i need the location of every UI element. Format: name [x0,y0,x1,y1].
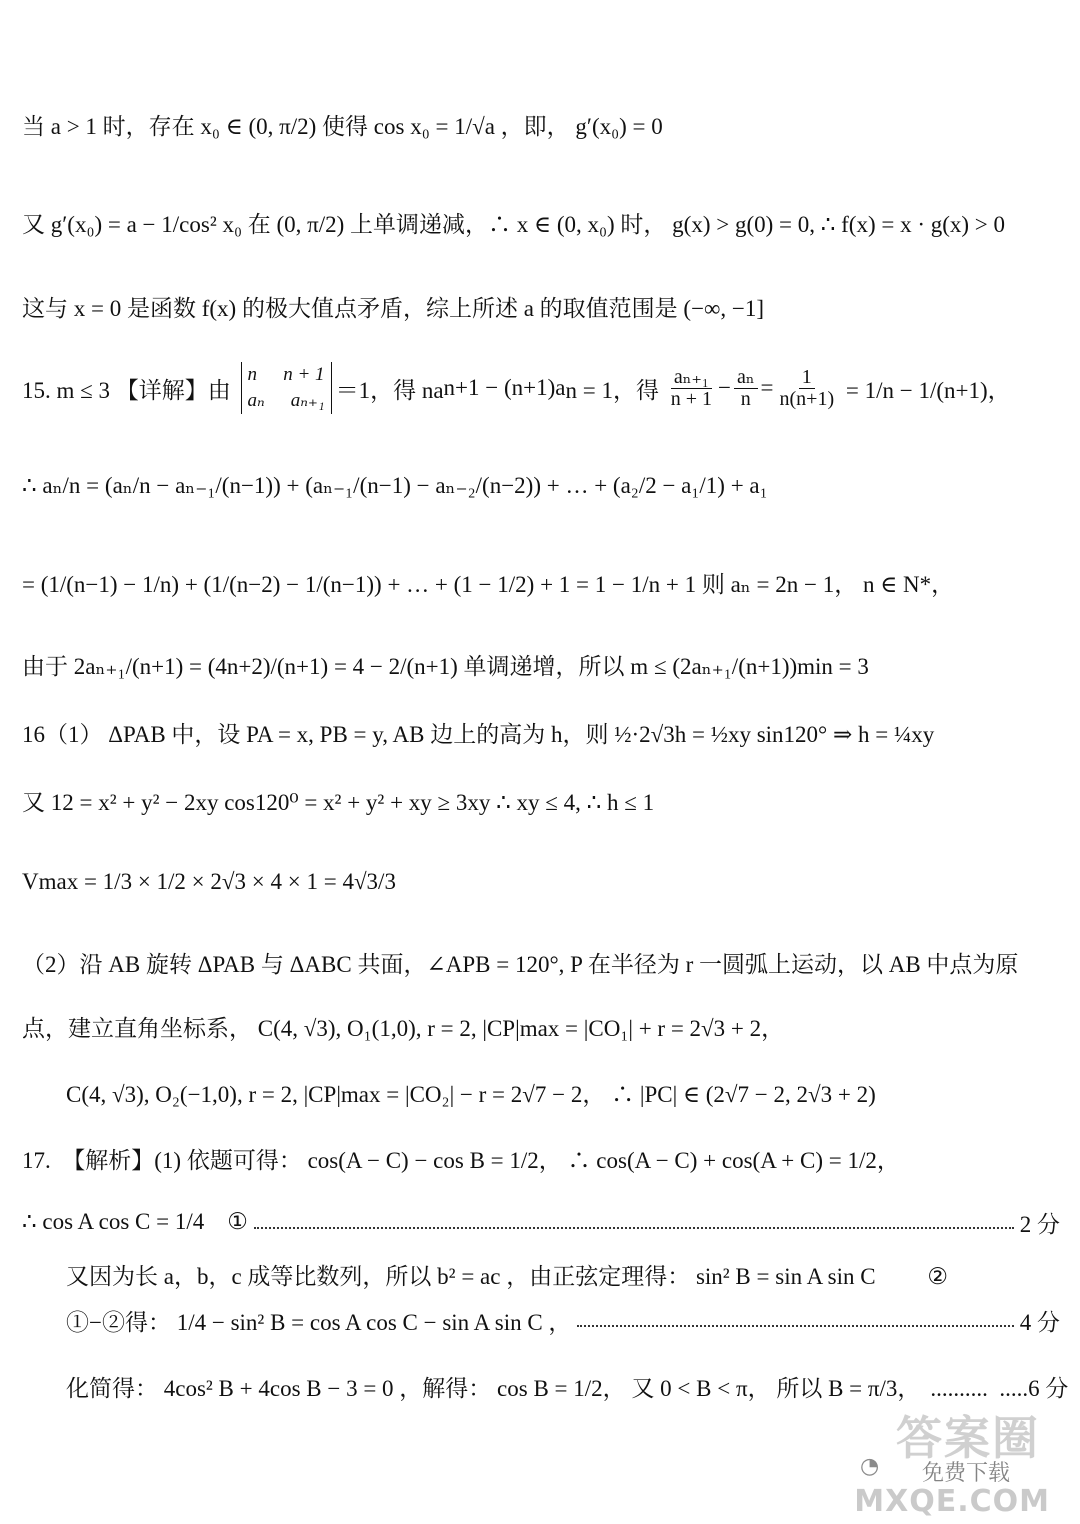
problem-17-line [22,1128,1060,1188]
watermark-subtitle: 免费下载 [921,1461,1010,1486]
line-6 [22,552,1060,612]
line-1 [22,94,1060,154]
fraction: $\frac{\text{aₙ₊₁}}{n + 1}$ [670,365,712,410]
watermark [840,1396,1050,1519]
line-2-text: 又 g′(x₀) = a − 1/cos² x₀ 在 (0, π/2) 上单调递减，∴ x ∈ (0, x₀) 时， g(x) > g(0) = 0, ∴ f(x) = x · g(x) > 0 [22,211,1006,237]
line-6-text: = (1/(n−1) − 1/n) + (1/(n−2) − 1/(n−1)) + … + (1 − 1/2) + 1 = 1 − 1/n + 1 则 aₙ = 2n − 1， n ∈ N*， [22,571,955,597]
dot-leader [577,1325,1013,1327]
det-r1c1: n [247,364,258,386]
line-18-text: 化简得： 4cos² B + 4cos B − 3 = 0 ，解得： cos B = 1/2， 又 0 < B < π， 所以 B = π/3， [66,1375,921,1401]
line-13-text: C(4, √3), O₂(−1,0), r = 2, |CP|max = |CO₂| − r = 2√7 − 2， ∴ |PC| ∈ (2√7 − 2, 2√3 + 2) [66,1081,876,1107]
dot-leader [254,1227,1014,1229]
fraction: $\frac{\text{aₙ}}{n}$ [734,367,758,410]
line-15-text: ∴ cos A cos C = 1/4 ① [22,1209,248,1234]
line-9 [22,770,1060,830]
line-10 [22,852,1060,912]
line-11 [22,932,1060,992]
line-2 [22,192,1060,252]
line-13 [66,1062,1060,1122]
line-4-text-c: n+1 − (n+1)a [443,375,566,400]
score-4: 4 分 [1019,1309,1060,1335]
line-17-text: ①−②得： 1/4 − sin² B = cos A cos C − sin A sin C ， [66,1309,572,1335]
determinant [241,362,332,413]
line-5 [22,456,1060,516]
line-12-text: 点，建立直角坐标系， C(4, √3), O₁(1,0), r = 2, |CP|max = |CO₁| + r = 2√3 + 2， [22,1015,785,1041]
line-16-text: 又因为长 a，b，c 成等比数列，所以 b² = ac ，由正弦定理得： sin² B = sin A sin C ② [66,1263,948,1289]
line-3 [22,276,1060,336]
line-4-text-e: = 1/n − 1/(n+1)， [840,377,1011,403]
det-r2c1: aₙ [247,390,265,411]
line-10-text: Vmax = 1/3 × 1/2 × 2√3 × 4 × 1 = 4√3/3 [22,869,396,894]
line-3-text: 这与 x = 0 是函数 f(x) 的极大值点矛盾，综上所述 a 的取值范围是 (−∞, −1] [22,295,765,321]
line-8-text: 16（1） ΔPAB 中，设 PA = x, PB = y, AB 边上的高为 h，则 ½·2√3h = ½xy sin120° ⇒ h = ¼xy [22,721,935,747]
line-11-text: （2）沿 AB 旋转 ΔPAB 与 ΔABC 共面，∠APB = 120°, P 在半径为 r 一圆弧上运动，以 AB 中点为原 [22,951,1019,977]
line-14-text: 17. 【解析】(1) 依题可得： cos(A − C) − cos B = 1/2， ∴ cos(A − C) + cos(A + C) = 1/2， [22,1147,900,1173]
score-2: 2 分 [1019,1211,1060,1237]
line-12 [22,996,1060,1056]
line-4-text-b: ＝1，得 na [335,377,444,403]
line-9-text: 又 12 = x² + y² − 2xy cos120⁰ = x² + y² + xy ≥ 3xy ∴ xy ≤ 4, ∴ h ≤ 1 [22,789,655,815]
wechat-icon: ◔ [860,1454,880,1479]
det-r1c2: n + 1 [283,364,325,386]
problem-15-line: 15. m ≤ 3 【详解】由 n n + 1 aₙ aₙ₊₁ ＝1，得 na n+1 − (n+1)a n = 1，得 $\frac{\text{aₙ₊₁}}{n + 1}$ − $\frac{\text{aₙ}}{n}$ = $\frac{1}{n(n+1)}$ = 1/n − 1/(n+1)， [22,358,1060,418]
watermark-site: MXQE.COM [854,1484,1050,1519]
det-r2c2: aₙ₊₁ [290,390,325,411]
line-15 [22,1192,1060,1252]
line-5-text: ∴ aₙ/n = (aₙ/n − aₙ₋₁/(n−1)) + (aₙ₋₁/(n−1) − aₙ₋₂/(n−2)) + … + (a₂/2 − a₁/1) + a₁ [22,473,768,498]
problem-16-line [22,702,1060,762]
line-4-text-a: 15. m ≤ 3 【详解】由 [22,377,237,403]
line-7-text: 由于 2aₙ₊₁/(n+1) = (4n+2)/(n+1) = 4 − 2/(n+1) 单调递增，所以 m ≤ (2aₙ₊₁/(n+1))min = 3 [22,653,869,679]
line-4-text-d: n = 1，得 [565,377,665,403]
line-17 [66,1290,1060,1350]
score-6: .......... .....6 分 [930,1375,1069,1401]
line-7 [22,634,1060,694]
line-1-text: 当 a > 1 时，存在 x₀ ∈ (0, π/2) 使得 cos x₀ = 1/√a ，即， g′(x₀) = 0 [22,113,663,139]
watermark-logo: 答案圈 [896,1411,1040,1465]
fraction: $\frac{1}{n(n+1)}$ [779,365,835,410]
